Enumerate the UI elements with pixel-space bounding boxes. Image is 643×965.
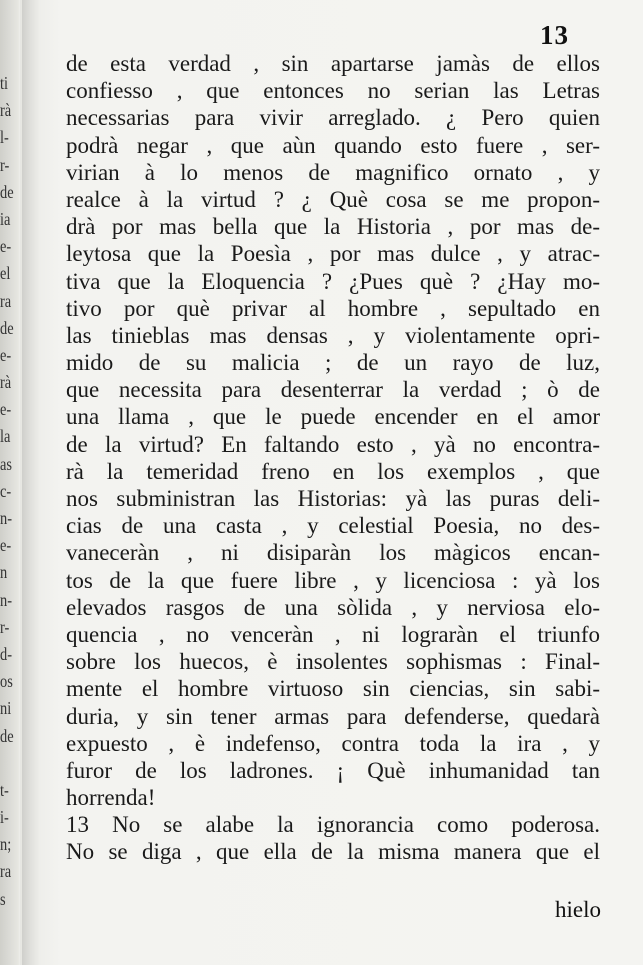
margin-fragment: ra <box>0 290 12 311</box>
margin-fragment <box>0 750 16 777</box>
margin-fragment: d- <box>0 643 12 664</box>
margin-fragment: rà <box>0 372 12 393</box>
margin-fragment: e- <box>0 344 12 365</box>
text-line: que necessita para desenterrar la verdad ; ò de <box>66 377 600 403</box>
margin-fragment: i- <box>0 807 9 828</box>
text-line: 13 No se alabe la ignorancia como poderosa. <box>66 812 600 838</box>
text-line: duria, y sin tener armas para defenderse, quedarà <box>66 703 600 729</box>
text-line: de esta verdad , sin apartarse jamàs de ellos <box>66 51 600 76</box>
text-line: mente el hombre virtuoso sin ciencias, sin sabi- <box>66 676 600 702</box>
text-line: realce à la virtud ? ¿ Què cosa se me propon- <box>66 186 600 212</box>
margin-fragment: n <box>0 562 8 583</box>
text-line: expuesto , è indefenso, contra toda la ira , y <box>66 730 600 756</box>
margin-fragment: el <box>0 263 11 284</box>
text-line: elevados rasgos de una sòlida , y nerviosa elo- <box>66 594 600 620</box>
text-line: quencia , no venceràn , ni lograràn el triunfo <box>66 621 600 647</box>
margin-fragment: s <box>0 888 6 909</box>
margin-fragment: e- <box>0 399 12 420</box>
text-line: una llama , que le puede encender en el amor <box>66 404 600 430</box>
text-line: leytosa que la Poesìa , por mas dulce , y atrac- <box>66 241 600 267</box>
margin-fragment: ia <box>0 208 11 229</box>
text-line: necessarias para vivir arreglado. ¿ Pero quien <box>66 105 600 131</box>
margin-fragment: e- <box>0 535 12 556</box>
margin-fragment: c- <box>0 480 12 501</box>
margin-fragment: r- <box>0 616 10 637</box>
margin-fragment: ti <box>0 73 9 93</box>
margin-fragment: e- <box>0 236 12 257</box>
margin-fragment: la <box>0 426 11 447</box>
margin-fragment: os <box>0 671 13 692</box>
text-line: cias de una casta , y celestial Poesia, no des- <box>66 513 600 539</box>
margin-fragment: de <box>0 181 14 202</box>
text-line: confiesso , que entonces no serian las Letras <box>66 78 600 104</box>
margin-fragment: t- <box>0 779 9 800</box>
margin-fragment: rà <box>0 100 12 121</box>
margin-fragment: r- <box>0 154 10 175</box>
margin-fragment: ni <box>0 698 12 719</box>
margin-fragment: l- <box>0 127 9 148</box>
text-line: tos de la que fuere libre , y licenciosa : yà los <box>66 567 600 593</box>
text-line: drà por mas bella que la Historia , por mas de- <box>66 214 600 240</box>
page-gutter-shadow <box>22 0 40 965</box>
margin-fragment: n- <box>0 589 12 610</box>
text-line: tiva que la Eloquencia ? ¿Pues què ? ¿Hay mo- <box>66 268 600 294</box>
text-line: horrenda! <box>66 785 156 811</box>
catchword: hielo <box>555 897 601 922</box>
text-line: de la virtud? En faltando esto , yà no encontra- <box>66 431 600 457</box>
margin-fragment: n; <box>0 834 12 855</box>
text-line: las tinieblas mas densas , y violentamente opri- <box>66 322 600 348</box>
text-line: nos subministran las Historias: yà las puras deli- <box>66 486 600 511</box>
text-line: tivo por què privar al hombre , sepultado en <box>66 295 600 321</box>
text-line: sobre los huecos, è insolentes sophismas : Final- <box>66 649 600 675</box>
facing-page-fragments <box>0 70 20 913</box>
margin-fragment: de <box>0 725 14 746</box>
page-number: 13 <box>540 20 569 50</box>
text-line: furor de los ladrones. ¡ Què inhumanidad tan <box>66 757 600 783</box>
margin-fragment: n- <box>0 508 12 528</box>
text-line: mido de su malicia ; de un rayo de luz, <box>66 350 600 376</box>
text-line: vaneceràn , ni disiparàn los màgicos encan- <box>66 540 600 566</box>
margin-fragment: de <box>0 317 14 338</box>
text-line: podrà negar , que aùn quando esto fuere , ser- <box>66 132 600 158</box>
margin-fragment: ra <box>0 861 12 882</box>
text-line: rà la temeridad freno en los exemplos , que <box>66 458 600 484</box>
body-text <box>66 50 600 866</box>
text-line: virian à lo menos de magnifico ornato , y <box>66 159 600 185</box>
margin-fragment: as <box>0 453 12 474</box>
text-line: No se diga , que ella de la misma manera que el <box>66 839 600 865</box>
